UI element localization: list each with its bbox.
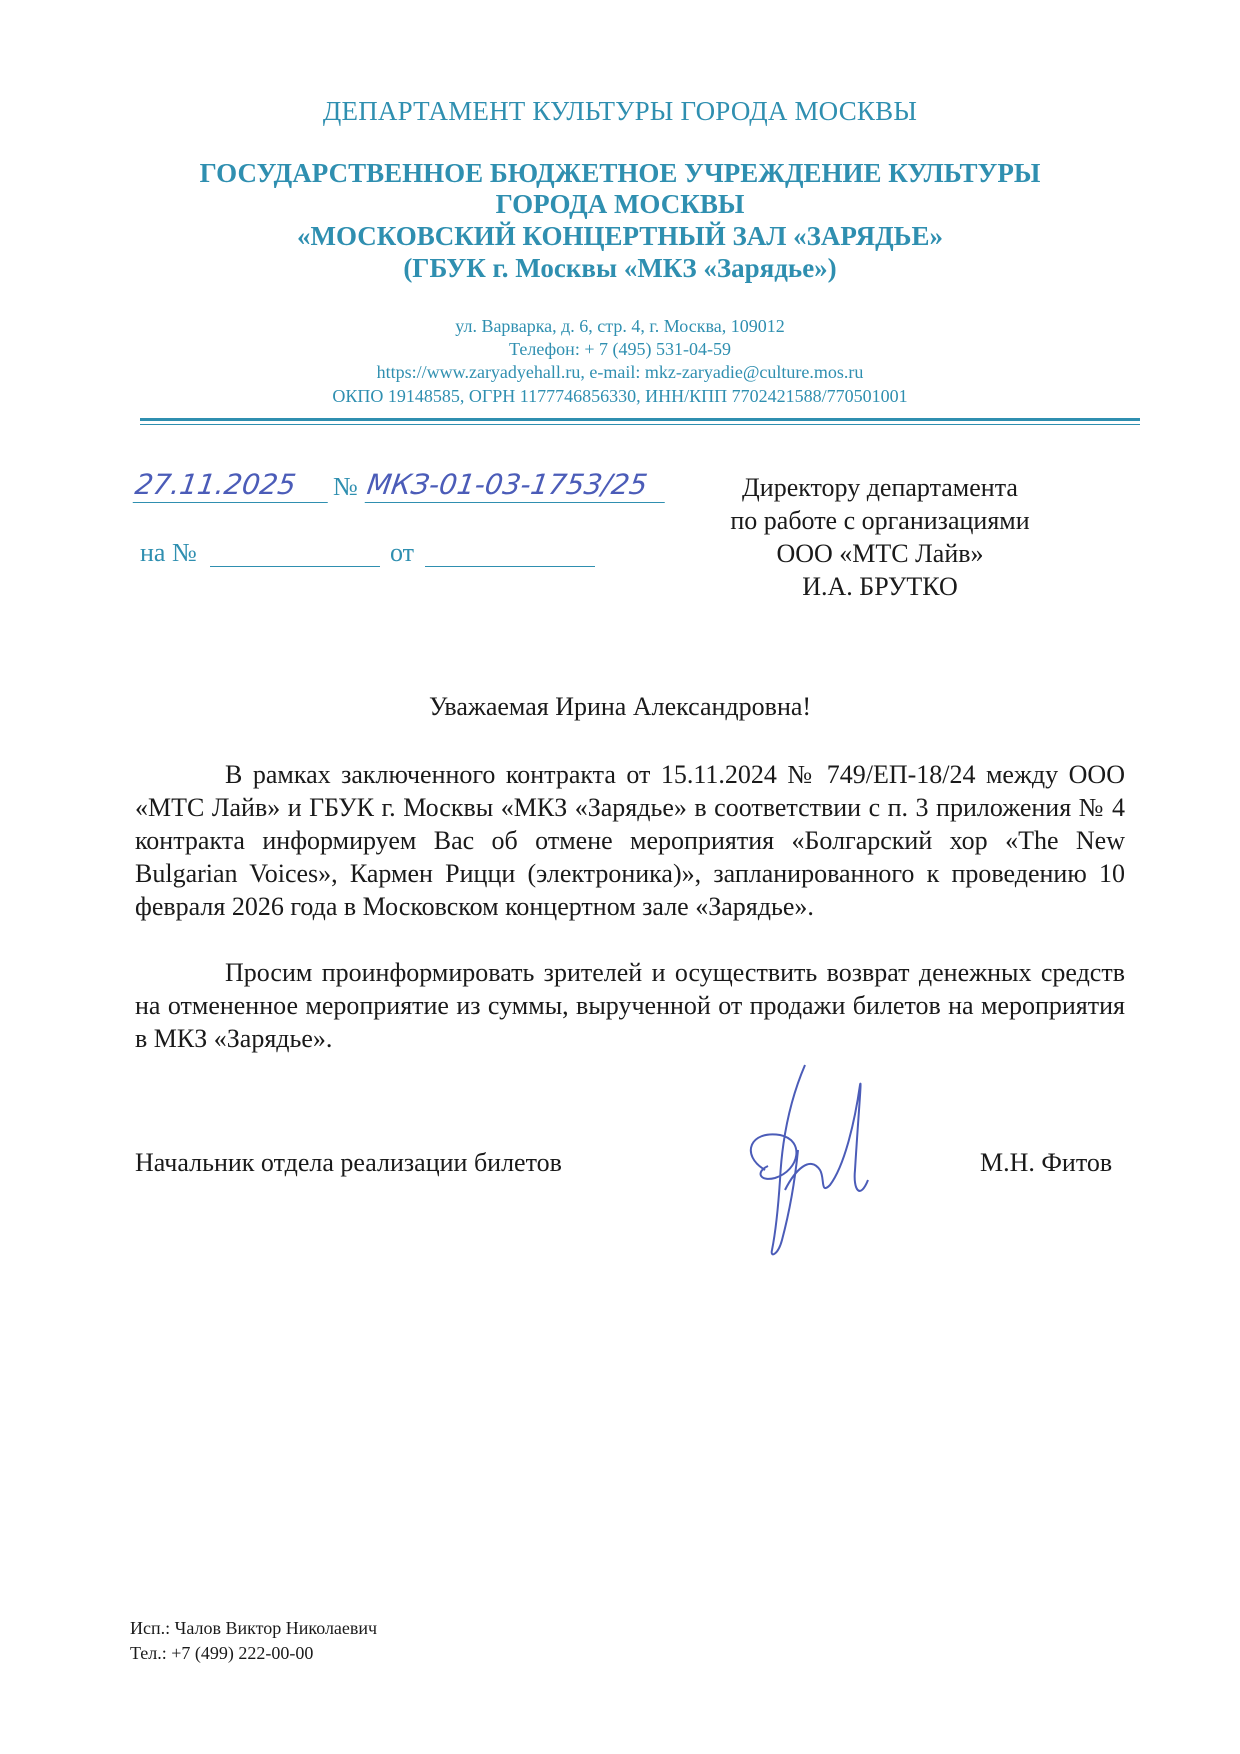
org-name-line2: ГОРОДА МОСКВЫ xyxy=(495,189,745,219)
addressee-line4: И.А. БРУТКО xyxy=(802,572,958,601)
org-name-line3: «МОСКОВСКИЙ КОНЦЕРТНЫЙ ЗАЛ «ЗАРЯДЬЕ» xyxy=(296,221,944,251)
addressee-line1: Директору департамента xyxy=(742,473,1018,502)
org-web-email: https://www.zaryadyehall.ru, e-mail: mkz-zaryadie@culture.mos.ru xyxy=(376,362,864,382)
reference-date-blank xyxy=(425,566,595,567)
org-name-line4: (ГБУК г. Москвы «МКЗ «Зарядье») xyxy=(403,253,837,283)
addressee-line2: по работе с организациями xyxy=(730,506,1030,535)
reference-number-blank xyxy=(210,566,380,567)
letterhead-divider-thick xyxy=(140,418,1140,421)
org-name-line1: ГОСУДАРСТВЕННОЕ БЮДЖЕТНОЕ УЧРЕЖДЕНИЕ КУЛЬТУРЫ xyxy=(199,158,1041,188)
body-paragraph-2 xyxy=(135,956,1125,1055)
letterhead-divider-thin xyxy=(140,424,1140,425)
org-phone: Телефон: + 7 (495) 531-04-59 xyxy=(509,339,731,359)
handwritten-signature xyxy=(720,1060,880,1260)
executor-name: Исп.: Чалов Виктор Николаевич xyxy=(130,1618,378,1638)
executor-info xyxy=(130,1616,377,1666)
signatory-title: Начальник отдела реализации билетов xyxy=(135,1148,562,1177)
registration-number: МКЗ-01-03-1753/25 xyxy=(365,470,670,503)
registration-number-label: № xyxy=(333,472,358,501)
body-paragraph-2-text: Просим проинформировать зрителей и осуществить возврат денежных средств на отмененное мероприятие из суммы, вырученной от продажи билетов на мероприятия в МКЗ «Зарядье». xyxy=(135,958,1125,1053)
department-name: ДЕПАРТАМЕНТ КУЛЬТУРЫ ГОРОДА МОСКВЫ xyxy=(322,96,918,126)
org-codes: ОКПО 19148585, ОГРН 1177746856330, ИНН/КПП 7702421588/770501001 xyxy=(332,386,908,406)
salutation: Уважаемая Ирина Александровна! xyxy=(428,692,812,721)
signatory-name: М.Н. Фитов xyxy=(980,1148,1113,1177)
org-address: ул. Варварка, д. 6, стр. 4, г. Москва, 109012 xyxy=(455,316,785,336)
body-paragraph-1 xyxy=(135,758,1125,923)
registration-date: 27.11.2025 xyxy=(133,470,333,503)
reference-label: на № xyxy=(140,538,197,567)
reference-from-label: от xyxy=(390,538,415,567)
body-paragraph-1-text: В рамках заключенного контракта от 15.11.2024 № 749/ЕП-18/24 между ООО «МТС Лайв» и ГБУК г. Москвы «МКЗ «Зарядье» в соответствии с п. 3 приложения № 4 контракта информируем Вас об отмене мероприятия «Болгарский хор «The New Bulgarian Voices», Кармен Рицци (электроника)», запланированного к проведению 10 февраля 2026 года в Московском концертном зале «Зарядье». xyxy=(135,760,1125,921)
executor-phone: Тел.: +7 (499) 222-00-00 xyxy=(130,1643,314,1663)
addressee-line3: ООО «МТС Лайв» xyxy=(776,539,984,568)
registration-row xyxy=(132,468,695,510)
